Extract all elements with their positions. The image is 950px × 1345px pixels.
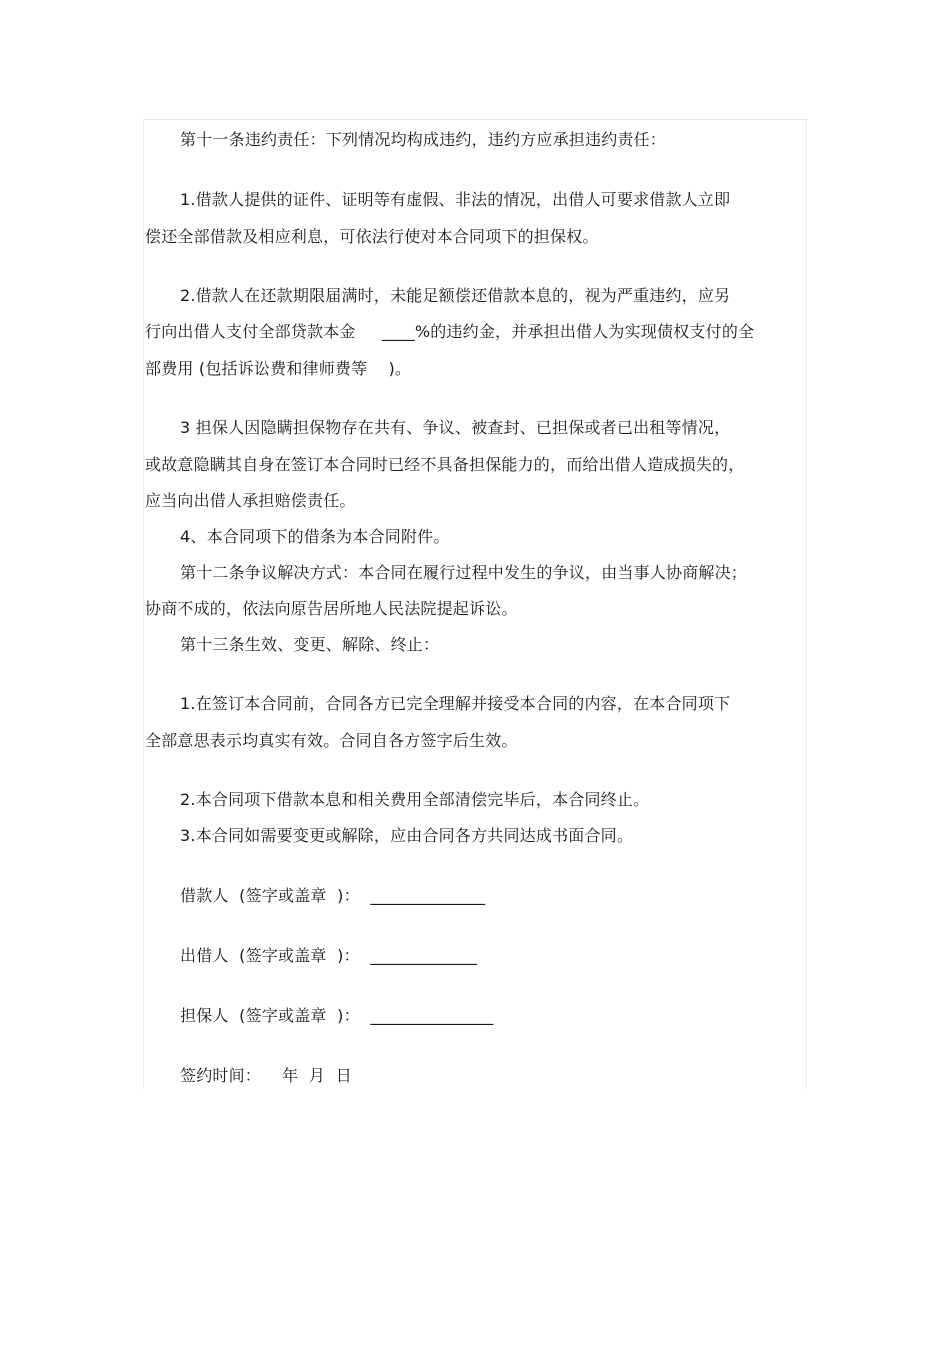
article-12-line-2: 协商不成的，依法向原告居所地人民法院提起诉讼。	[145, 599, 518, 618]
article-11-clause-3-line-3: 应当向出借人承担赔偿责任。	[145, 491, 356, 510]
article-11-heading: 第十一条违约责任：下列情况均构成违约，违约方应承担违约责任：	[180, 130, 667, 149]
article-13-clause-1-line-2: 全部意思表示均真实有效。合同自各方签字后生效。	[145, 731, 518, 750]
article-11-clause-1-line-2: 偿还全部借款及相应利息，可依法行使对本合同项下的担保权。	[145, 227, 599, 246]
article-13-heading: 第十三条生效、变更、解除、终止：	[180, 635, 440, 654]
article-11-clause-2-line-3: 部费用 (包括诉讼费和律师费等 )。	[145, 359, 412, 378]
article-13-clause-1-line-1: 1.在签订本合同前，合同各方已完全理解并接受本合同的内容，在本合同项下	[180, 694, 731, 713]
article-11-clause-1-line-1: 1.借款人提供的证件、证明等有虚假、非法的情况，出借人可要求借款人立即	[180, 190, 731, 209]
article-11-clause-2-line-2: 行向出借人支付全部贷款本金 ____%的违约金，并承担出借人为实现债权支付的全	[145, 322, 755, 341]
article-13-clause-3: 3.本合同如需要变更或解除，应由合同各方共同达成书面合同。	[180, 826, 634, 845]
article-13-clause-2: 2.本合同项下借款本息和相关费用全部清偿完毕后，本合同终止。	[180, 790, 650, 809]
article-12-line-1: 第十二条争议解决方式：本合同在履行过程中发生的争议，由当事人协商解决；	[180, 563, 748, 582]
signing-date-line: 签约时间： 年 月 日	[180, 1066, 352, 1085]
borrower-signature-line: 借款人 (签字或盖章 )： ______________	[180, 886, 486, 905]
lender-signature-line: 出借人 (签字或盖章 )： _____________	[180, 946, 478, 965]
article-11-clause-3-line-1: 3 担保人因隐瞒担保物存在共有、争议、被查封、已担保或者已出租等情况，	[180, 418, 731, 437]
article-11-clause-3-line-2: 或故意隐瞒其自身在签订本合同时已经不具备担保能力的，而给出借人造成损失的，	[145, 455, 745, 474]
guarantor-signature-line: 担保人 (签字或盖章 )： _______________	[180, 1006, 494, 1025]
article-11-clause-4: 4、本合同项下的借条为本合同附件。	[180, 527, 450, 546]
article-11-clause-2-line-1: 2.借款人在还款期限届满时，未能足额偿还借款本息的，视为严重违约，应另	[180, 286, 731, 305]
